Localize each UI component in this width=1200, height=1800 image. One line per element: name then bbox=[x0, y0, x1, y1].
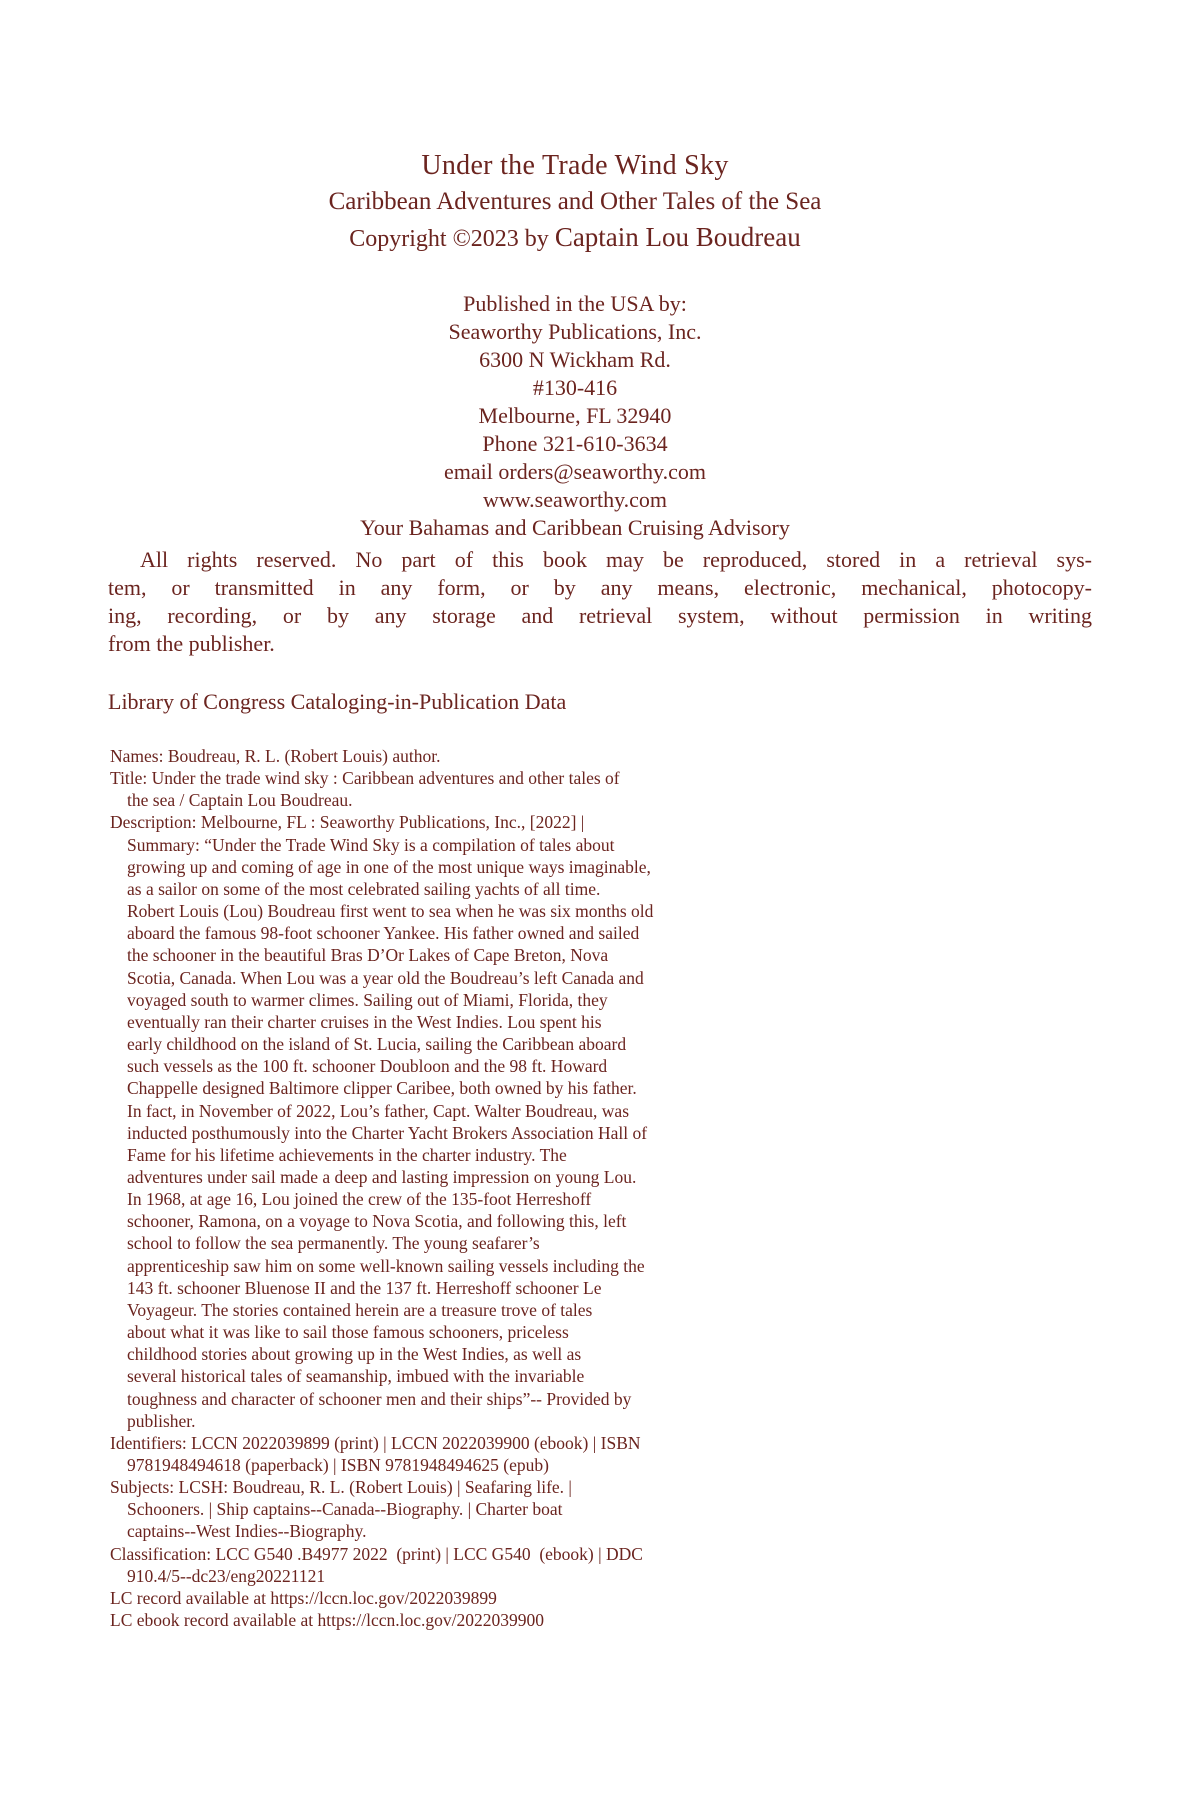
catalog-line: aboard the famous 98-foot schooner Yankee. His father owned and sailed bbox=[127, 923, 640, 944]
catalog-line: 143 ft. schooner Bluenose II and the 137 ft. Herreshoff schooner Le bbox=[127, 1277, 602, 1298]
catalog-line: Chappelle designed Baltimore clipper Caribee, both owned by his father. bbox=[127, 1078, 637, 1099]
catalog-line: Classification: LCC G540 .B4977 2022 (print) | LCC G540 (ebook) | DDC bbox=[110, 1543, 643, 1564]
catalog-line: about what it was like to sail those famous schooners, priceless bbox=[127, 1322, 569, 1343]
rights-line: tem, or transmitted in any form, or by any means, electronic, mechanical, photocopy- bbox=[108, 575, 1092, 600]
copyright-line bbox=[108, 219, 1042, 257]
publisher-line: Phone 321-610-3634 bbox=[482, 431, 668, 456]
loc-cataloging-heading: Library of Congress Cataloging-in-Publication Data bbox=[108, 689, 567, 714]
catalog-line: Summary: “Under the Trade Wind Sky is a compilation of tales about bbox=[127, 834, 615, 855]
catalog-line: apprenticeship saw him on some well-known sailing vessels including the bbox=[127, 1255, 645, 1276]
publisher-line: www.seaworthy.com bbox=[482, 487, 668, 512]
publisher-line: Melbourne, FL 32940 bbox=[478, 403, 672, 428]
catalog-line: Schooners. | Ship captains--Canada--Biography. | Charter boat bbox=[127, 1499, 563, 1520]
catalog-line: childhood stories about growing up in the West Indies, as well as bbox=[127, 1344, 582, 1365]
rights-line: from the publisher. bbox=[108, 631, 275, 656]
catalog-line: LC ebook record available at https://lccn.loc.gov/2022039900 bbox=[110, 1610, 544, 1631]
publisher-block bbox=[108, 290, 1042, 542]
publisher-line: #130-416 bbox=[532, 375, 618, 400]
catalog-line: adventures under sail made a deep and lasting impression on young Lou. bbox=[127, 1166, 637, 1187]
catalog-line: as a sailor on some of the most celebrated sailing yachts of all time. bbox=[127, 878, 601, 899]
catalog-line: inducted posthumously into the Charter Yacht Brokers Association Hall of bbox=[127, 1122, 648, 1143]
publisher-line: Published in the USA by: bbox=[463, 291, 687, 316]
catalog-line: Robert Louis (Lou) Boudreau first went to sea when he was six months old bbox=[127, 901, 654, 922]
catalog-line: the schooner in the beautiful Bras D’Or Lakes of Cape Breton, Nova bbox=[127, 945, 609, 966]
copyright-author: Captain Lou Boudreau bbox=[554, 222, 801, 252]
catalog-line: In 1968, at age 16, Lou joined the crew of the 135-foot Herreshoff bbox=[127, 1189, 592, 1210]
catalog-line: Scotia, Canada. When Lou was a year old the Boudreau’s left Canada and bbox=[127, 967, 644, 988]
publisher-line: Seaworthy Publications, Inc. bbox=[448, 319, 702, 344]
catalog-line: Subjects: LCSH: Boudreau, R. L. (Robert Louis) | Seafaring life. | bbox=[110, 1477, 572, 1498]
publisher-line: 6300 N Wickham Rd. bbox=[479, 347, 671, 372]
catalog-line: Fame for his lifetime achievements in the charter industry. The bbox=[127, 1144, 567, 1165]
catalog-line: voyaged south to warmer climes. Sailing out of Miami, Florida, they bbox=[127, 989, 608, 1010]
catalog-line: LC record available at https://lccn.loc.gov/2022039899 bbox=[110, 1587, 497, 1608]
catalog-line: publisher. bbox=[127, 1410, 196, 1431]
rights-line: ing, recording, or by any storage and retrieval system, without permission in writing bbox=[108, 603, 1092, 628]
catalog-line: 910.4/5--dc23/eng20221121 bbox=[127, 1565, 326, 1586]
catalog-line: growing up and coming of age in one of the most unique ways imaginable, bbox=[127, 856, 651, 877]
rights-paragraph bbox=[108, 546, 1092, 658]
catalog-line: Names: Boudreau, R. L. (Robert Louis) author. bbox=[110, 746, 441, 766]
catalog-line: schooner, Ramona, on a voyage to Nova Scotia, and following this, left bbox=[127, 1211, 627, 1232]
catalog-line: Description: Melbourne, FL : Seaworthy Publications, Inc., [2022] | bbox=[110, 812, 585, 833]
catalog-line: In fact, in November of 2022, Lou’s father, Capt. Walter Boudreau, was bbox=[127, 1100, 630, 1121]
publisher-line: email orders@seaworthy.com bbox=[444, 459, 706, 484]
book-title: Under the Trade Wind Sky bbox=[421, 150, 729, 181]
catalog-line: school to follow the sea permanently. The young seafarer’s bbox=[127, 1233, 540, 1254]
catalog-line: several historical tales of seamanship, imbued with the invariable bbox=[127, 1366, 585, 1387]
book-subtitle: Caribbean Adventures and Other Tales of the Sea bbox=[328, 188, 822, 215]
catalog-line: Voyageur. The stories contained herein are a treasure trove of tales bbox=[127, 1299, 593, 1320]
rights-line: All rights reserved. No part of this book may be reproduced, stored in a retrieval sys- bbox=[140, 547, 1092, 572]
publisher-line: Your Bahamas and Caribbean Cruising Advisory bbox=[360, 515, 790, 540]
catalog-line: toughness and character of schooner men and their ships”-- Provided by bbox=[127, 1388, 632, 1409]
catalog-line: Title: Under the trade wind sky : Caribbean adventures and other tales of bbox=[110, 768, 620, 789]
catalog-line: 9781948494618 (paperback) | ISBN 9781948494625 (epub) bbox=[127, 1455, 549, 1475]
loc-catalog-block bbox=[110, 745, 790, 1631]
catalog-line: captains--West Indies--Biography. bbox=[127, 1521, 367, 1542]
catalog-line: eventually ran their charter cruises in the West Indies. Lou spent his bbox=[127, 1011, 602, 1032]
title-block bbox=[108, 147, 1042, 257]
catalog-line: the sea / Captain Lou Boudreau. bbox=[127, 790, 353, 811]
catalog-line: Identifiers: LCCN 2022039899 (print) | LCCN 2022039900 (ebook) | ISBN bbox=[110, 1432, 641, 1453]
copyright-prefix: Copyright ©2023 by bbox=[349, 226, 555, 252]
catalog-line: early childhood on the island of St. Lucia, sailing the Caribbean aboard bbox=[127, 1034, 627, 1055]
catalog-line: such vessels as the 100 ft. schooner Doubloon and the 98 ft. Howard bbox=[127, 1056, 608, 1077]
